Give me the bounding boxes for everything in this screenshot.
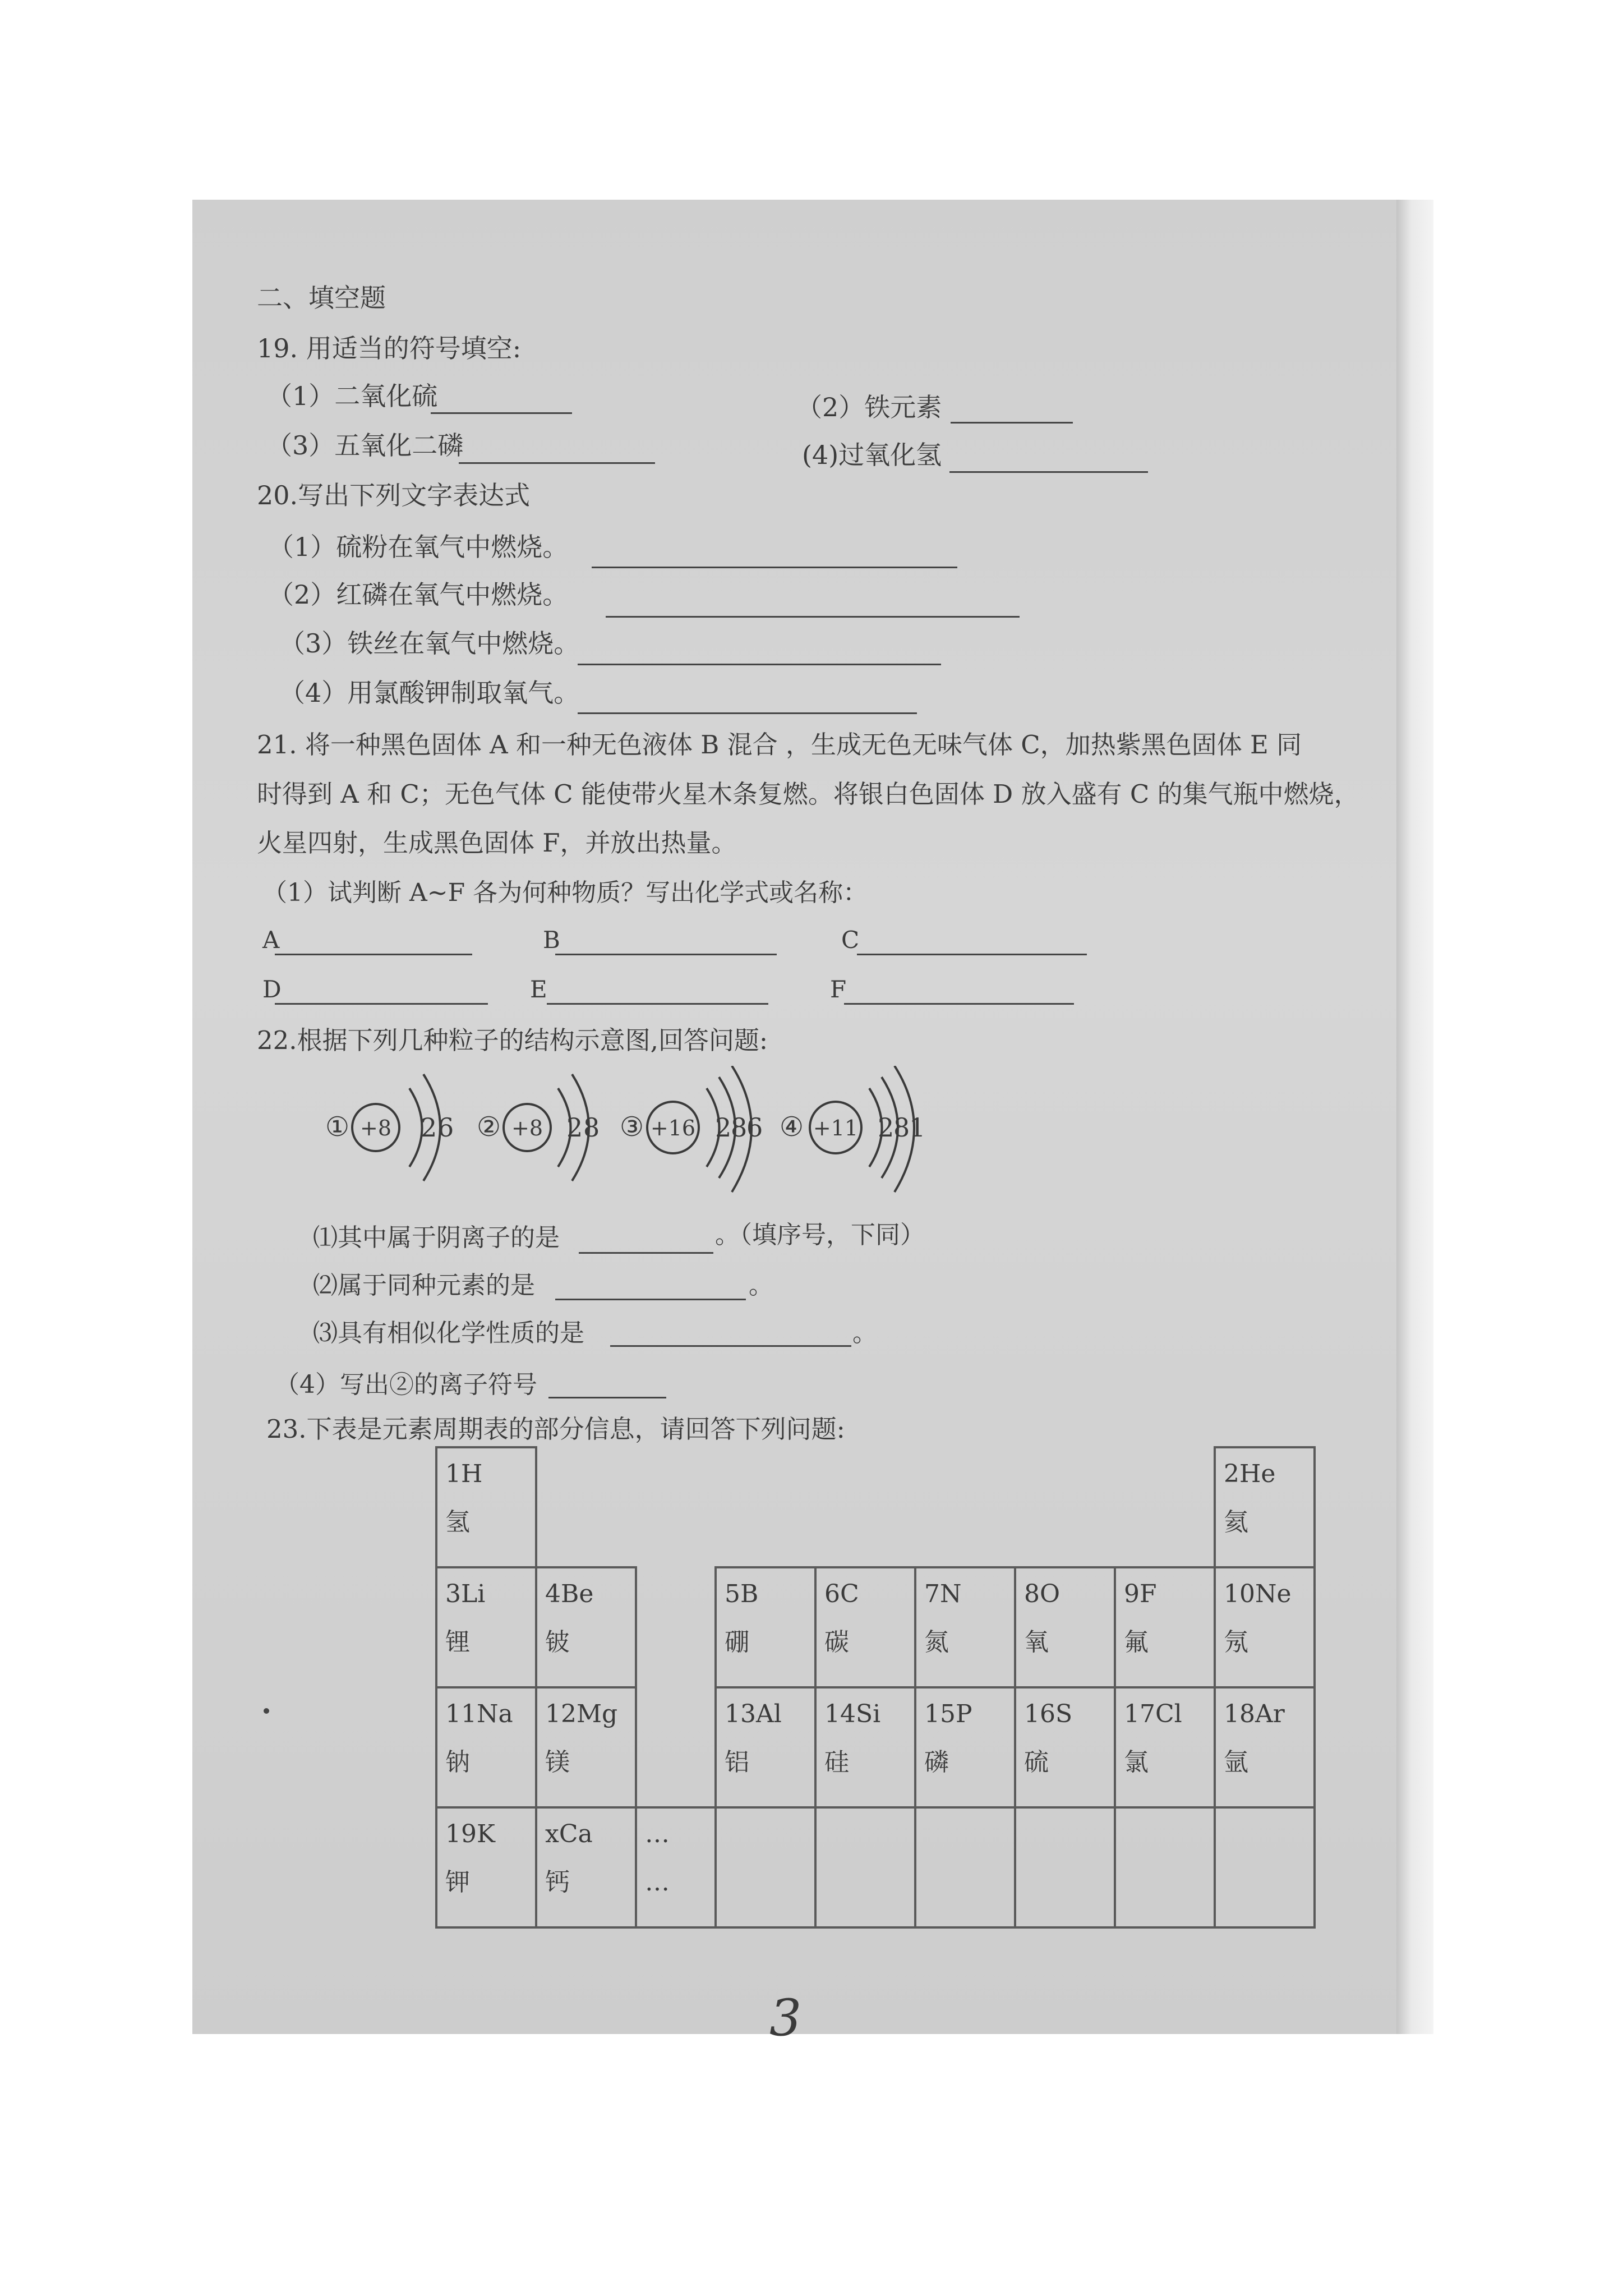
element-symbol: 13Al: [725, 1700, 782, 1728]
element-symbol: 10Ne: [1224, 1580, 1292, 1608]
particle-1-shell-2: 6: [437, 1112, 454, 1143]
element-cell-s: [1015, 1687, 1115, 1807]
element-symbol: 8O: [1024, 1580, 1061, 1608]
element-cell-h: [436, 1447, 536, 1567]
q21-blank-e[interactable]: [547, 1003, 768, 1005]
q21-label-b: B: [543, 926, 560, 954]
page-number: 3: [769, 1989, 802, 2047]
element-cell-si: [815, 1687, 915, 1807]
section-title: 二、填空题: [257, 283, 386, 313]
q21-line-1: 21. 将一种黑色固体 A 和一种无色液体 B 混合 ，生成无色无味气体 C，加热紫黑色固体 E 同: [257, 730, 1302, 760]
element-cell-k: [436, 1807, 536, 1927]
q20-item-1: （1）硫粉在氧气中燃烧。: [268, 532, 569, 562]
particle-1-index: ①: [325, 1111, 350, 1143]
q19-item-4: (4)过氧化氢: [802, 440, 942, 470]
q20-stem: 20.写出下列文字表达式: [257, 480, 531, 510]
q19-item-2: （2）铁元素: [796, 392, 942, 422]
q21-blank-c[interactable]: [857, 954, 1087, 955]
periodic-table: [435, 1446, 1316, 1929]
empty-cell: [1115, 1807, 1215, 1927]
element-cell-b: [716, 1567, 815, 1687]
q21-blank-b[interactable]: [555, 954, 777, 955]
q20-blank-1[interactable]: [592, 567, 957, 568]
element-name: 铍: [545, 1627, 570, 1657]
element-symbol: 3Li: [445, 1580, 486, 1608]
particle-4-shell-1: 2: [878, 1112, 895, 1143]
q22-sub-2: ⑵属于同种元素的是: [313, 1271, 535, 1300]
element-cell-ne: [1215, 1567, 1315, 1687]
empty-cell: [716, 1807, 815, 1927]
q22-sub-1: ⑴其中属于阴离子的是: [313, 1223, 560, 1252]
particle-4-shell-3: 1: [909, 1112, 926, 1143]
particle-2-diagram: [477, 1074, 600, 1181]
element-cell-he: [1215, 1447, 1315, 1567]
particle-3-shell-3: 6: [746, 1112, 763, 1143]
element-symbol: 4Be: [545, 1580, 594, 1608]
particle-3-shell-1: 2: [715, 1112, 732, 1143]
q19-item-1: （1）二氧化硫: [266, 381, 438, 411]
particle-3-shell-2: 8: [731, 1112, 748, 1143]
q22-blank-3[interactable]: [610, 1345, 851, 1347]
particle-2-shell-1: 2: [566, 1112, 583, 1143]
q19-blank-1[interactable]: [431, 412, 572, 414]
periodic-row-3: [436, 1687, 1315, 1807]
element-name: 铝: [725, 1747, 749, 1777]
q22-blank-2[interactable]: [555, 1299, 746, 1300]
q21-blank-f[interactable]: [844, 1003, 1074, 1005]
q21-label-a: A: [262, 926, 280, 954]
q21-label-d: D: [262, 976, 282, 1003]
element-cell-ca: [536, 1807, 636, 1927]
q19-item-3: （3）五氧化二磷: [266, 430, 464, 461]
q20-item-2: （2）红磷在氧气中燃烧。: [268, 579, 569, 610]
element-name: 钙: [545, 1867, 570, 1897]
ellipsis: …: [645, 1820, 670, 1848]
element-name: 硼: [725, 1627, 749, 1657]
element-name: 锂: [445, 1627, 470, 1657]
element-symbol: 19K: [445, 1820, 495, 1848]
element-name: 磷: [924, 1747, 949, 1777]
stray-mark: [264, 1708, 269, 1714]
element-symbol: 1H: [445, 1460, 483, 1488]
element-symbol: 12Mg: [545, 1700, 618, 1728]
element-cell-o: [1015, 1567, 1115, 1687]
q20-item-4: （4）用氯酸钾制取氧气。: [279, 678, 580, 708]
particle-3-charge: +16: [650, 1116, 696, 1140]
q21-line-3: 火星四射，生成黑色固体 F，并放出热量。: [257, 828, 737, 858]
q21-label-c: C: [841, 926, 860, 954]
empty-cell: [1215, 1807, 1315, 1927]
particle-4-shell-2: 8: [893, 1112, 910, 1143]
particle-1-diagram: [325, 1074, 454, 1181]
element-cell-mg: [536, 1687, 636, 1807]
element-symbol: 6C: [824, 1580, 859, 1608]
particle-4-diagram: [780, 1066, 925, 1192]
particle-2-index: ②: [477, 1111, 501, 1143]
periodic-row-4: [436, 1807, 1315, 1927]
element-cell-na: [436, 1687, 536, 1807]
q22-stem: 22.根据下列几种粒子的结构示意图,回答问题:: [257, 1025, 768, 1055]
particle-4-index: ④: [780, 1111, 804, 1143]
particle-2-shell-2: 8: [583, 1112, 600, 1143]
element-name: 氯: [1124, 1747, 1149, 1777]
particle-1-charge: +8: [359, 1116, 392, 1140]
element-name: 氖: [1224, 1627, 1248, 1657]
element-cell-ar: [1215, 1687, 1315, 1807]
q22-sub-4: （4）写出②的离子符号: [275, 1370, 537, 1399]
element-cell-p: [915, 1687, 1015, 1807]
element-symbol: 16S: [1024, 1700, 1073, 1728]
empty-cell: [815, 1807, 915, 1927]
periodic-row-2: [436, 1567, 1315, 1687]
element-cell-n: [915, 1567, 1015, 1687]
q22-sub-3: ⑶具有相似化学性质的是: [313, 1319, 584, 1347]
element-name: 碳: [824, 1627, 849, 1657]
empty-cell: [915, 1807, 1015, 1927]
q19-blank-4[interactable]: [949, 471, 1148, 473]
ellipsis: …: [645, 1867, 670, 1897]
ellipsis-cell: [636, 1807, 716, 1927]
element-name: 钾: [445, 1867, 470, 1897]
element-cell-cl: [1115, 1687, 1215, 1807]
element-cell-al: [716, 1687, 815, 1807]
element-cell-c: [815, 1567, 915, 1687]
q20-blank-4[interactable]: [578, 712, 917, 714]
q21-blank-d[interactable]: [275, 1003, 488, 1005]
element-name: 硅: [824, 1747, 849, 1777]
q21-label-e: E: [530, 976, 547, 1003]
element-name: 氮: [924, 1627, 949, 1657]
element-name: 氩: [1224, 1747, 1248, 1777]
q22-sub-1-tail: 。（填序号，下同）: [715, 1221, 925, 1249]
q19-stem: 19. 用适当的符号填空:: [257, 333, 522, 364]
particle-3-index: ③: [620, 1111, 644, 1143]
particle-3-diagram: [620, 1066, 763, 1192]
element-symbol: 17Cl: [1124, 1700, 1182, 1728]
element-symbol: 15P: [924, 1700, 972, 1728]
q20-item-3: （3）铁丝在氧气中燃烧。: [279, 628, 580, 659]
q22-sub-2-tail: 。: [749, 1271, 773, 1300]
atom-structure-diagrams: [320, 1066, 948, 1212]
element-symbol: 7N: [924, 1580, 962, 1608]
element-cell-f: [1115, 1567, 1215, 1687]
q21-line-2: 时得到 A 和 C；无色气体 C 能使带火星木条复燃。将银白色固体 D 放入盛有 C 的集气瓶中燃烧，: [257, 779, 1359, 809]
paper-fold-shadow: [1396, 200, 1433, 2034]
element-name: 氟: [1124, 1627, 1149, 1657]
q19-blank-2[interactable]: [951, 422, 1073, 424]
q20-blank-2[interactable]: [606, 616, 1020, 618]
element-symbol: 11Na: [445, 1700, 513, 1728]
particle-4-charge: +11: [813, 1116, 859, 1140]
element-name: 镁: [545, 1747, 570, 1777]
element-name: 硫: [1024, 1747, 1049, 1777]
q22-blank-1[interactable]: [579, 1252, 713, 1254]
empty-cell: [1015, 1807, 1115, 1927]
element-name: 氢: [445, 1507, 470, 1536]
element-symbol: 9F: [1124, 1580, 1157, 1608]
q23-stem: 23.下表是元素周期表的部分信息，请回答下列问题:: [266, 1414, 845, 1444]
element-name: 氦: [1224, 1507, 1248, 1536]
q19-blank-3[interactable]: [459, 462, 655, 464]
element-symbol: xCa: [545, 1820, 593, 1848]
periodic-row-1: [436, 1447, 1315, 1567]
q21-sub-1: （1）试判断 A~F 各为何种物质？写出化学式或名称：: [262, 878, 868, 907]
q21-label-f: F: [830, 976, 847, 1003]
element-name: 钠: [445, 1747, 470, 1777]
element-symbol: 14Si: [824, 1700, 881, 1728]
q20-blank-3[interactable]: [578, 664, 941, 665]
element-symbol: 2He: [1224, 1460, 1276, 1488]
element-name: 氧: [1024, 1627, 1049, 1657]
particle-1-shell-1: 2: [421, 1112, 437, 1143]
element-symbol: 18Ar: [1224, 1700, 1285, 1728]
element-cell-be: [536, 1567, 636, 1687]
q21-blank-a[interactable]: [275, 954, 472, 955]
element-symbol: 5B: [725, 1580, 759, 1608]
q22-blank-4[interactable]: [548, 1397, 666, 1398]
q22-sub-3-tail: 。: [852, 1319, 877, 1347]
particle-2-charge: +8: [511, 1116, 543, 1140]
element-cell-li: [436, 1567, 536, 1687]
